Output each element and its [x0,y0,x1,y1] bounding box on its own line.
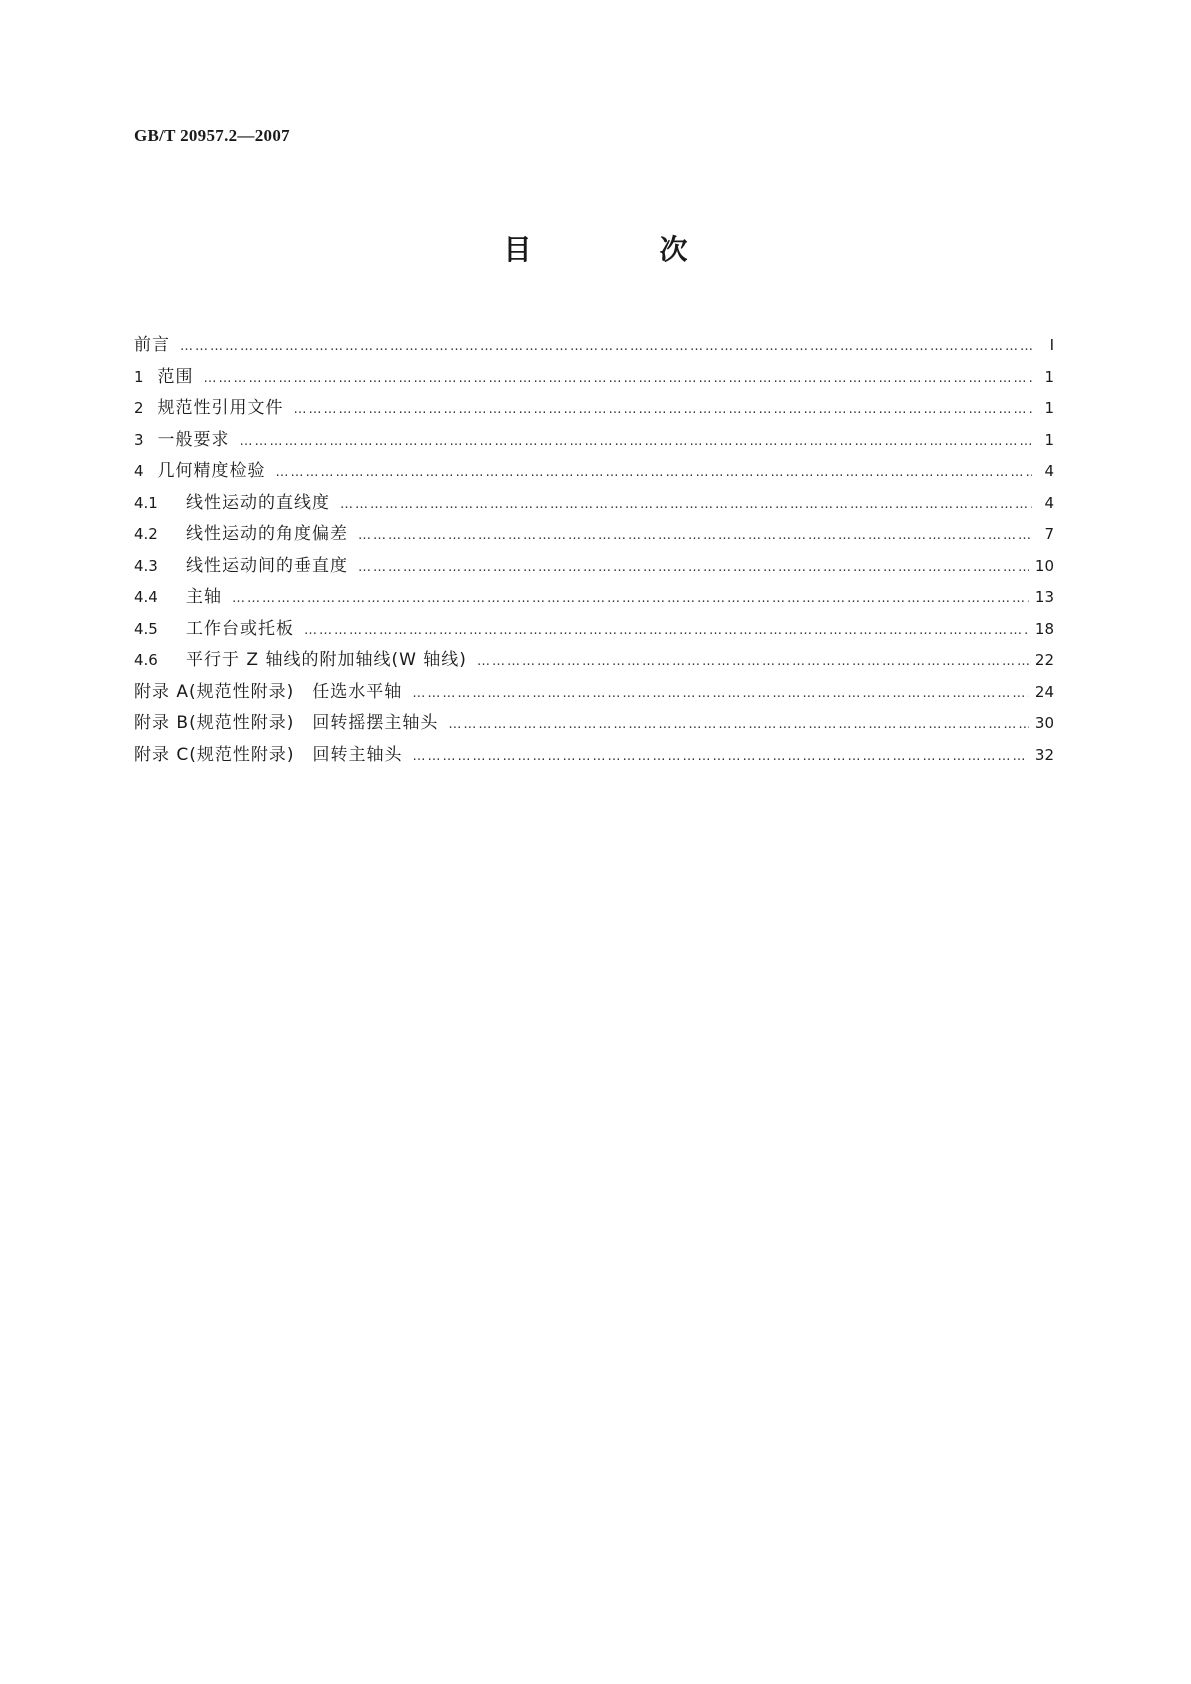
toc-entry-4-5[interactable] [134,614,1054,646]
toc-leader-dots [180,339,1032,354]
toc-entry-2[interactable] [134,393,1054,425]
toc-entry-page: 7 [1044,525,1054,543]
toc-leader-dots [358,528,1032,543]
toc-entry-page: 22 [1034,651,1054,669]
toc-leader-dots [276,465,1032,480]
toc-entry-label: 附录 C(规范性附录) 回转主轴头 [134,744,403,765]
toc-entry-3[interactable] [134,425,1054,457]
toc-entry-number: 4.2 [134,525,158,543]
toc-leader-dots [304,623,1029,638]
toc-entry-label: 平行于 Z 轴线的附加轴线(W 轴线) [186,650,467,670]
toc-entry-page: 1 [1044,399,1054,417]
toc-entry-label: 主轴 [186,587,222,607]
toc-entry-1[interactable] [134,362,1054,394]
toc-entry-number: 4.1 [134,493,158,512]
toc-leader-dots [358,560,1029,575]
toc-entry-annex-c[interactable] [134,740,1054,772]
toc-entry-number: 4.5 [134,619,158,638]
toc-leader-dots [232,591,1029,606]
toc-entry-page: 1 [1044,430,1054,449]
toc-leader-dots [204,371,1032,386]
toc-entry-page: 24 [1034,682,1054,701]
toc-entry-page: 4 [1044,493,1054,512]
toc-entry-label: 前言 [134,335,170,355]
toc-leader-dots [448,717,1029,732]
toc-entry-4-6[interactable] [134,645,1054,677]
toc-entry-page: 1 [1044,367,1054,386]
toc-entry-label: 线性运动的角度偏差 [186,524,348,544]
toc-entry-page: 18 [1034,619,1054,638]
toc-leader-dots [477,654,1029,669]
toc-entry-page: 30 [1034,714,1054,732]
toc-entry-number: 2 [134,399,144,417]
toc-entry-number: 4.6 [134,651,158,669]
toc-leader-dots [413,749,1029,764]
toc-entry-number: 4.4 [134,588,158,606]
toc-leader-dots [340,497,1032,512]
toc-entry-page: 10 [1034,556,1054,575]
toc-entry-foreword[interactable] [134,330,1054,362]
toc-leader-dots [294,402,1032,417]
toc-entry-label: 一般要求 [157,429,230,450]
toc-entry-page: 13 [1034,588,1054,606]
toc-entry-label: 附录 A(规范性附录) 任选水平轴 [134,681,403,702]
toc-entry-number: 1 [134,367,144,386]
toc-entry-label: 规范性引用文件 [157,398,284,418]
toc-entry-annex-a[interactable] [134,677,1054,709]
toc-leader-dots [240,434,1032,449]
toc-entry-4-3[interactable] [134,551,1054,583]
toc-entry-page: I [1049,336,1054,354]
toc-entry-number: 3 [134,430,144,449]
toc-entry-label: 几何精度检验 [157,461,266,481]
toc-entry-page: 4 [1044,462,1054,480]
toc-entry-number: 4 [134,462,144,480]
toc-entry-number: 4.3 [134,556,158,575]
toc-entry-4-1[interactable] [134,488,1054,520]
toc-entry-4-4[interactable] [134,582,1054,614]
toc-entry-4[interactable] [134,456,1054,488]
toc-entry-page: 32 [1034,745,1054,764]
toc-leader-dots [412,686,1029,701]
toc-entry-annex-b[interactable] [134,708,1054,740]
toc-list [134,330,1054,771]
toc-title: 目 次 [503,233,738,266]
toc-entry-4-2[interactable] [134,519,1054,551]
toc-entry-label: 线性运动间的垂直度 [186,555,348,576]
standard-number: GB/T 20957.2—2007 [134,126,290,145]
toc-entry-label: 范围 [157,366,194,387]
toc-entry-label: 线性运动的直线度 [186,492,330,513]
toc-entry-label: 工作台或托板 [186,618,294,639]
toc-entry-label: 附录 B(规范性附录) 回转摇摆主轴头 [134,713,439,733]
